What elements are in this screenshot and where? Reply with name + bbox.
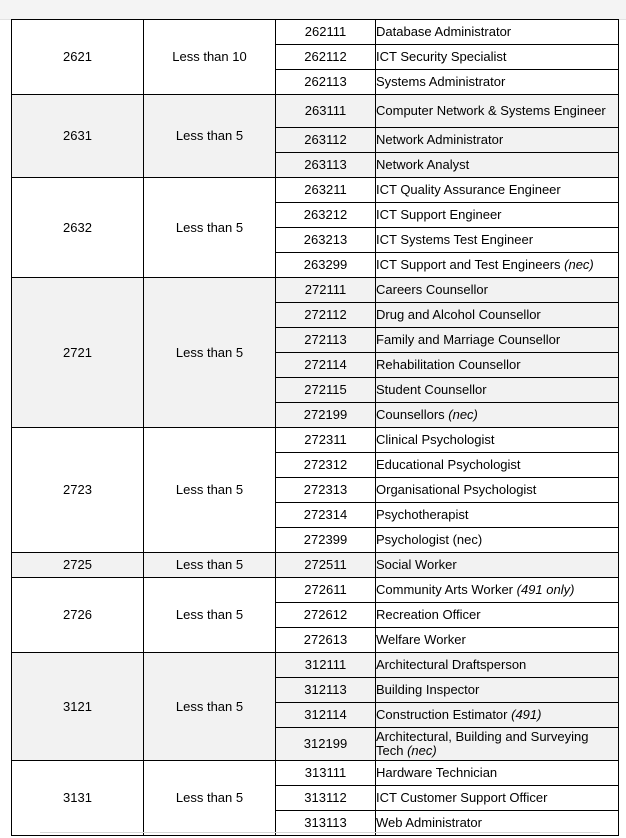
occupation-title-cell [376,45,619,70]
occupation-title: ICT Systems Test Engineer [376,232,534,247]
anzsco-code: 272314 [276,503,376,528]
occupation-title: Drug and Alcohol Counsellor [376,307,541,322]
occupation-title-cell [376,478,619,503]
anzsco-code: 262111 [276,20,376,45]
anzsco-code: 272115 [276,378,376,403]
anzsco-code: 313111 [276,761,376,786]
anzsco-code: 312199 [276,728,376,761]
occupation-title: Computer Network & Systems Engineer [376,103,606,118]
allocation-cap: Less than 5 [144,278,276,428]
unit-group-code: 2725 [12,553,144,578]
table-row [12,653,619,678]
anzsco-code: 313113 [276,811,376,836]
occupation-title-cell [376,503,619,528]
anzsco-code: 272312 [276,453,376,478]
table-row [12,178,619,203]
anzsco-code: 272511 [276,553,376,578]
occupation-title-cell [376,428,619,453]
occupation-title-cell [376,728,619,761]
unit-group-code: 2621 [12,20,144,95]
occupation-title: Database Administrator [376,24,512,39]
anzsco-code: 263299 [276,253,376,278]
occupation-title-cell [376,453,619,478]
unit-group-code: 3131 [12,761,144,836]
allocation-cap: Less than 5 [144,428,276,553]
anzsco-code: 272112 [276,303,376,328]
occupation-title: ICT Customer Support Officer [376,790,548,805]
anzsco-code: 272612 [276,603,376,628]
occupation-note: (nec) [564,257,594,272]
occupation-title-cell [376,578,619,603]
occupation-title-cell [376,353,619,378]
unit-group-code: 2632 [12,178,144,278]
occupation-title-cell [376,203,619,228]
occupation-title: Careers Counsellor [376,282,488,297]
occupation-title-cell [376,303,619,328]
allocation-cap: Less than 5 [144,553,276,578]
unit-group-code: 3121 [12,653,144,761]
occupation-note: (nec) [448,407,478,422]
occupation-title-cell [376,678,619,703]
occupation-title-cell [376,70,619,95]
occupation-title: Family and Marriage Counsellor [376,332,561,347]
occupation-note: (491 only) [516,582,575,597]
occupation-title: Recreation Officer [376,607,481,622]
occupation-title-cell [376,128,619,153]
occupation-title: Counsellors [376,407,449,422]
occupation-title-cell [376,278,619,303]
allocation-cap: Less than 5 [144,653,276,761]
occupation-title-cell [376,403,619,428]
table-row [12,428,619,453]
occupation-title: Building Inspector [376,682,480,697]
occupation-title-cell [376,328,619,353]
occupation-title-cell [376,153,619,178]
anzsco-code: 262112 [276,45,376,70]
occupation-title-cell [376,228,619,253]
occupation-title-cell [376,786,619,811]
allocation-cap: Less than 5 [144,578,276,653]
unit-group-code: 2721 [12,278,144,428]
occupation-title: Psychotherapist [376,507,469,522]
table-row [12,578,619,603]
occupation-title: ICT Support Engineer [376,207,502,222]
page-bottom-rule [40,832,600,833]
anzsco-code: 272613 [276,628,376,653]
anzsco-code: 263211 [276,178,376,203]
anzsco-code: 272611 [276,578,376,603]
occupation-title: Organisational Psychologist [376,482,537,497]
occupation-title-cell [376,253,619,278]
occupation-title: Community Arts Worker [376,582,517,597]
anzsco-code: 263212 [276,203,376,228]
allocation-cap: Less than 5 [144,95,276,178]
anzsco-code: 313112 [276,786,376,811]
occupation-title-cell [376,178,619,203]
allocation-cap: Less than 5 [144,761,276,836]
anzsco-code: 263112 [276,128,376,153]
occupation-title-cell [376,628,619,653]
occupation-title: Welfare Worker [376,632,466,647]
anzsco-code: 272399 [276,528,376,553]
occupation-title: Educational Psychologist [376,457,521,472]
occupation-title: Hardware Technician [376,765,498,780]
occupation-title: Student Counsellor [376,382,487,397]
unit-group-code: 2631 [12,95,144,178]
occupation-title-cell [376,528,619,553]
occupation-title: Architectural Draftsperson [376,657,527,672]
occupation-title: ICT Support and Test Engineers [376,257,565,272]
occupation-title-cell [376,20,619,45]
anzsco-code: 263113 [276,153,376,178]
occupation-title: Systems Administrator [376,74,506,89]
occupation-title-cell [376,95,619,128]
anzsco-code: 272113 [276,328,376,353]
occupation-title: Rehabilitation Counsellor [376,357,521,372]
occupation-title: Web Administrator [376,815,482,830]
anzsco-code: 272313 [276,478,376,503]
occupation-note: (491) [511,707,542,722]
table-row [12,20,619,45]
allocation-cap: Less than 10 [144,20,276,95]
occupation-title-cell [376,653,619,678]
occupation-table-body [12,20,619,836]
anzsco-code: 272311 [276,428,376,453]
occupation-table [11,19,619,836]
allocation-cap: Less than 5 [144,178,276,278]
occupation-title: ICT Quality Assurance Engineer [376,182,561,197]
occupation-title: Architectural, Building and Surveying Tech [376,729,589,758]
occupation-title: Network Administrator [376,132,504,147]
table-row [12,761,619,786]
anzsco-code: 263111 [276,95,376,128]
occupation-title-cell [376,378,619,403]
occupation-title-cell [376,703,619,728]
occupation-title: ICT Security Specialist [376,49,507,64]
table-row [12,553,619,578]
table-row [12,95,619,128]
anzsco-code: 263213 [276,228,376,253]
anzsco-code: 272114 [276,353,376,378]
occupation-title: Psychologist (nec) [376,532,483,547]
occupation-note: (nec) [407,743,437,758]
unit-group-code: 2723 [12,428,144,553]
anzsco-code: 312111 [276,653,376,678]
anzsco-code: 312114 [276,703,376,728]
occupation-title: Social Worker [376,557,457,572]
occupation-title-cell [376,761,619,786]
occupation-title: Clinical Psychologist [376,432,495,447]
occupation-title: Construction Estimator [376,707,512,722]
anzsco-code: 272199 [276,403,376,428]
occupation-title-cell [376,603,619,628]
table-row [12,278,619,303]
anzsco-code: 262113 [276,70,376,95]
unit-group-code: 2726 [12,578,144,653]
occupation-title: Network Analyst [376,157,470,172]
anzsco-code: 272111 [276,278,376,303]
page-top-edge [0,0,626,20]
occupation-title-cell [376,553,619,578]
anzsco-code: 312113 [276,678,376,703]
